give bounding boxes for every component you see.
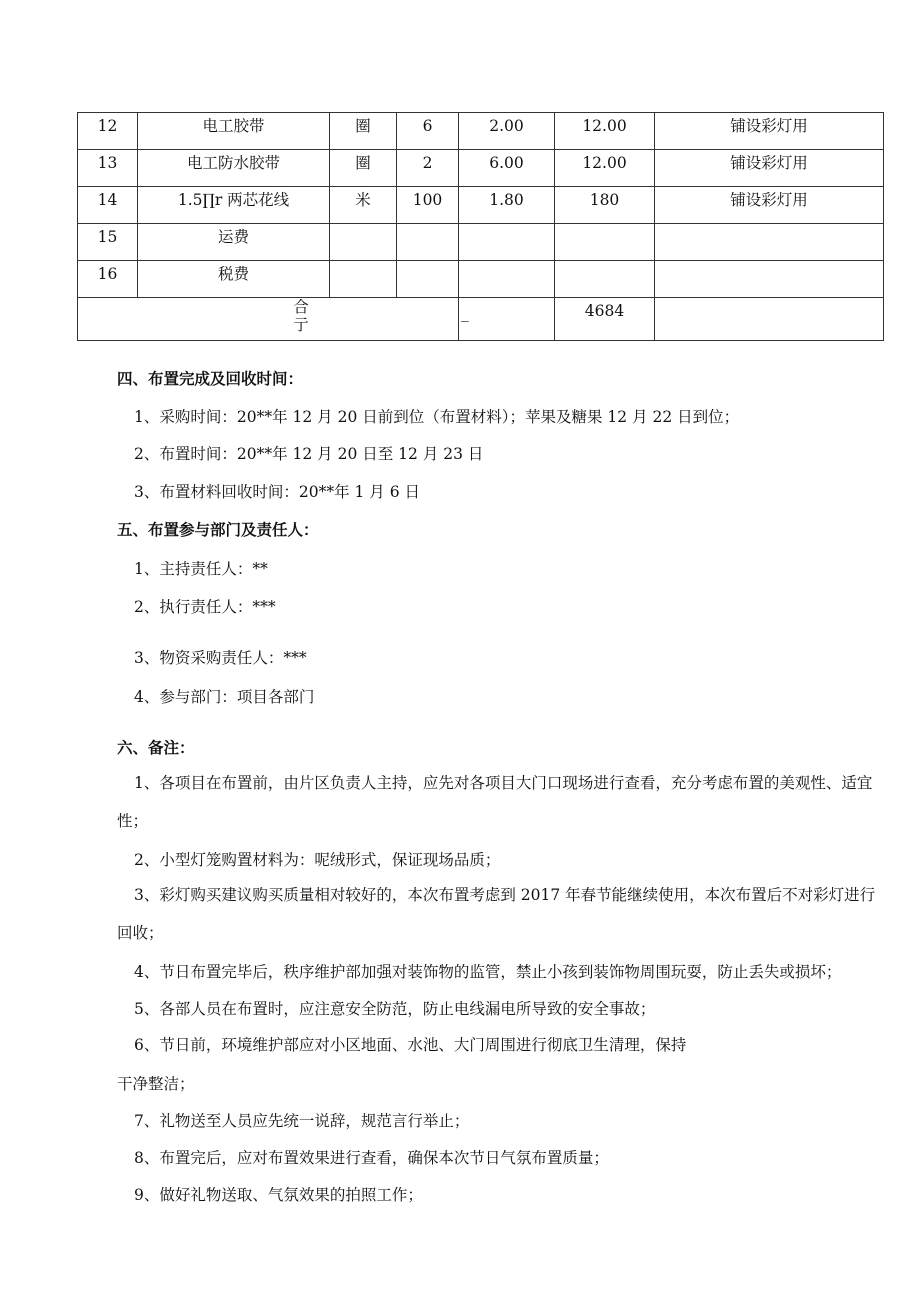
item-amount: 12.00 xyxy=(555,113,655,150)
materials-table xyxy=(77,112,884,341)
note-7: 7、礼物送至人员应先统一说辞，规范言行举止； xyxy=(134,1112,470,1130)
total-row xyxy=(78,298,884,341)
note-6-continued: 干净整洁； xyxy=(117,1075,195,1093)
item-note: 铺设彩灯用 xyxy=(655,150,884,187)
item-note xyxy=(655,224,884,261)
row-number: 15 xyxy=(78,224,138,261)
row-number: 12 xyxy=(78,113,138,150)
item-quantity xyxy=(397,224,459,261)
item-unit: 圈 xyxy=(330,150,397,187)
table-row xyxy=(78,224,884,261)
item-unit xyxy=(330,261,397,298)
item-name: 运费 xyxy=(138,224,330,261)
total-note xyxy=(655,298,884,341)
item-amount: 180 xyxy=(555,187,655,224)
total-dash-cell xyxy=(459,298,555,341)
item-quantity: 100 xyxy=(397,187,459,224)
table-row xyxy=(78,113,884,150)
section5-item-3: 3、物资采购责任人：*** xyxy=(134,649,307,667)
note-9: 9、做好礼物送取、气氛效果的拍照工作； xyxy=(134,1186,423,1204)
section5-item-2: 2、执行责任人：*** xyxy=(134,598,276,616)
item-name: 1.5∏r 两芯花线 xyxy=(138,187,330,224)
item-unit: 米 xyxy=(330,187,397,224)
item-unit: 圈 xyxy=(330,113,397,150)
item-name: 税费 xyxy=(138,261,330,298)
row-number: 13 xyxy=(78,150,138,187)
row-number: 14 xyxy=(78,187,138,224)
total-amount: 4684 xyxy=(555,298,655,341)
item-amount xyxy=(555,224,655,261)
section4-item-2: 2、布置时间：20**年 12 月 20 日至 12 月 23 日 xyxy=(134,445,484,463)
total-label-cell xyxy=(78,298,459,341)
section5-item-4: 4、参与部门：项目各部门 xyxy=(134,688,315,706)
row-number: 16 xyxy=(78,261,138,298)
item-price xyxy=(459,261,555,298)
item-price: 6.00 xyxy=(459,150,555,187)
item-price: 1.80 xyxy=(459,187,555,224)
note-5: 5、各部人员在布置时，应注意安全防范，防止电线漏电所导致的安全事故； xyxy=(134,1000,656,1018)
table-row xyxy=(78,187,884,224)
section4-item-3: 3、布置材料回收时间：20**年 1 月 6 日 xyxy=(134,483,421,501)
item-unit xyxy=(330,224,397,261)
section6-heading: 六、备注： xyxy=(117,738,195,757)
item-name: 电工防水胶带 xyxy=(138,150,330,187)
item-quantity: 2 xyxy=(397,150,459,187)
note-2: 2、小型灯笼购置材料为：呢绒形式，保证现场品质； xyxy=(134,851,501,869)
item-price xyxy=(459,224,555,261)
note-8: 8、布置完后，应对布置效果进行查看，确保本次节日气氛布置质量； xyxy=(134,1149,609,1167)
total-label: 合亍 xyxy=(293,298,309,332)
item-note: 铺设彩灯用 xyxy=(655,113,884,150)
section4-heading: 四、布置完成及回收时间： xyxy=(117,369,304,388)
section5-heading: 五、布置参与部门及责任人： xyxy=(117,520,319,539)
note-3: 3、彩灯购买建议购买质量相对较好的，本次布置考虑到 2017 年春节能继续使用，本次布置后不对彩灯进行回收； xyxy=(117,886,876,942)
item-price: 2.00 xyxy=(459,113,555,150)
section4-item-1: 1、采购时间：20**年 12 月 20 日前到位（布置材料）；苹果及糖果 12 月 22 日到位； xyxy=(134,408,740,426)
item-quantity: 6 xyxy=(397,113,459,150)
item-note: 铺设彩灯用 xyxy=(655,187,884,224)
item-name: 电工胶带 xyxy=(138,113,330,150)
table-row xyxy=(78,261,884,298)
item-quantity xyxy=(397,261,459,298)
item-note xyxy=(655,261,884,298)
section5-item-1: 1、主持责任人：** xyxy=(134,560,268,578)
total-dash: _ xyxy=(461,304,469,322)
note-4: 4、节日布置完毕后，秩序维护部加强对装饰物的监管，禁止小孩到装饰物周围玩耍，防止丢失或损坏； xyxy=(134,963,842,981)
note-1: 1、各项目在布置前，由片区负责人主持，应先对各项目大门口现场进行查看，充分考虑布置的美观性、适宜性； xyxy=(117,774,873,830)
table-row xyxy=(78,150,884,187)
item-amount: 12.00 xyxy=(555,150,655,187)
item-amount xyxy=(555,261,655,298)
note-6: 6、节日前，环境维护部应对小区地面、水池、大门周围进行彻底卫生清理，保持 xyxy=(134,1036,687,1054)
